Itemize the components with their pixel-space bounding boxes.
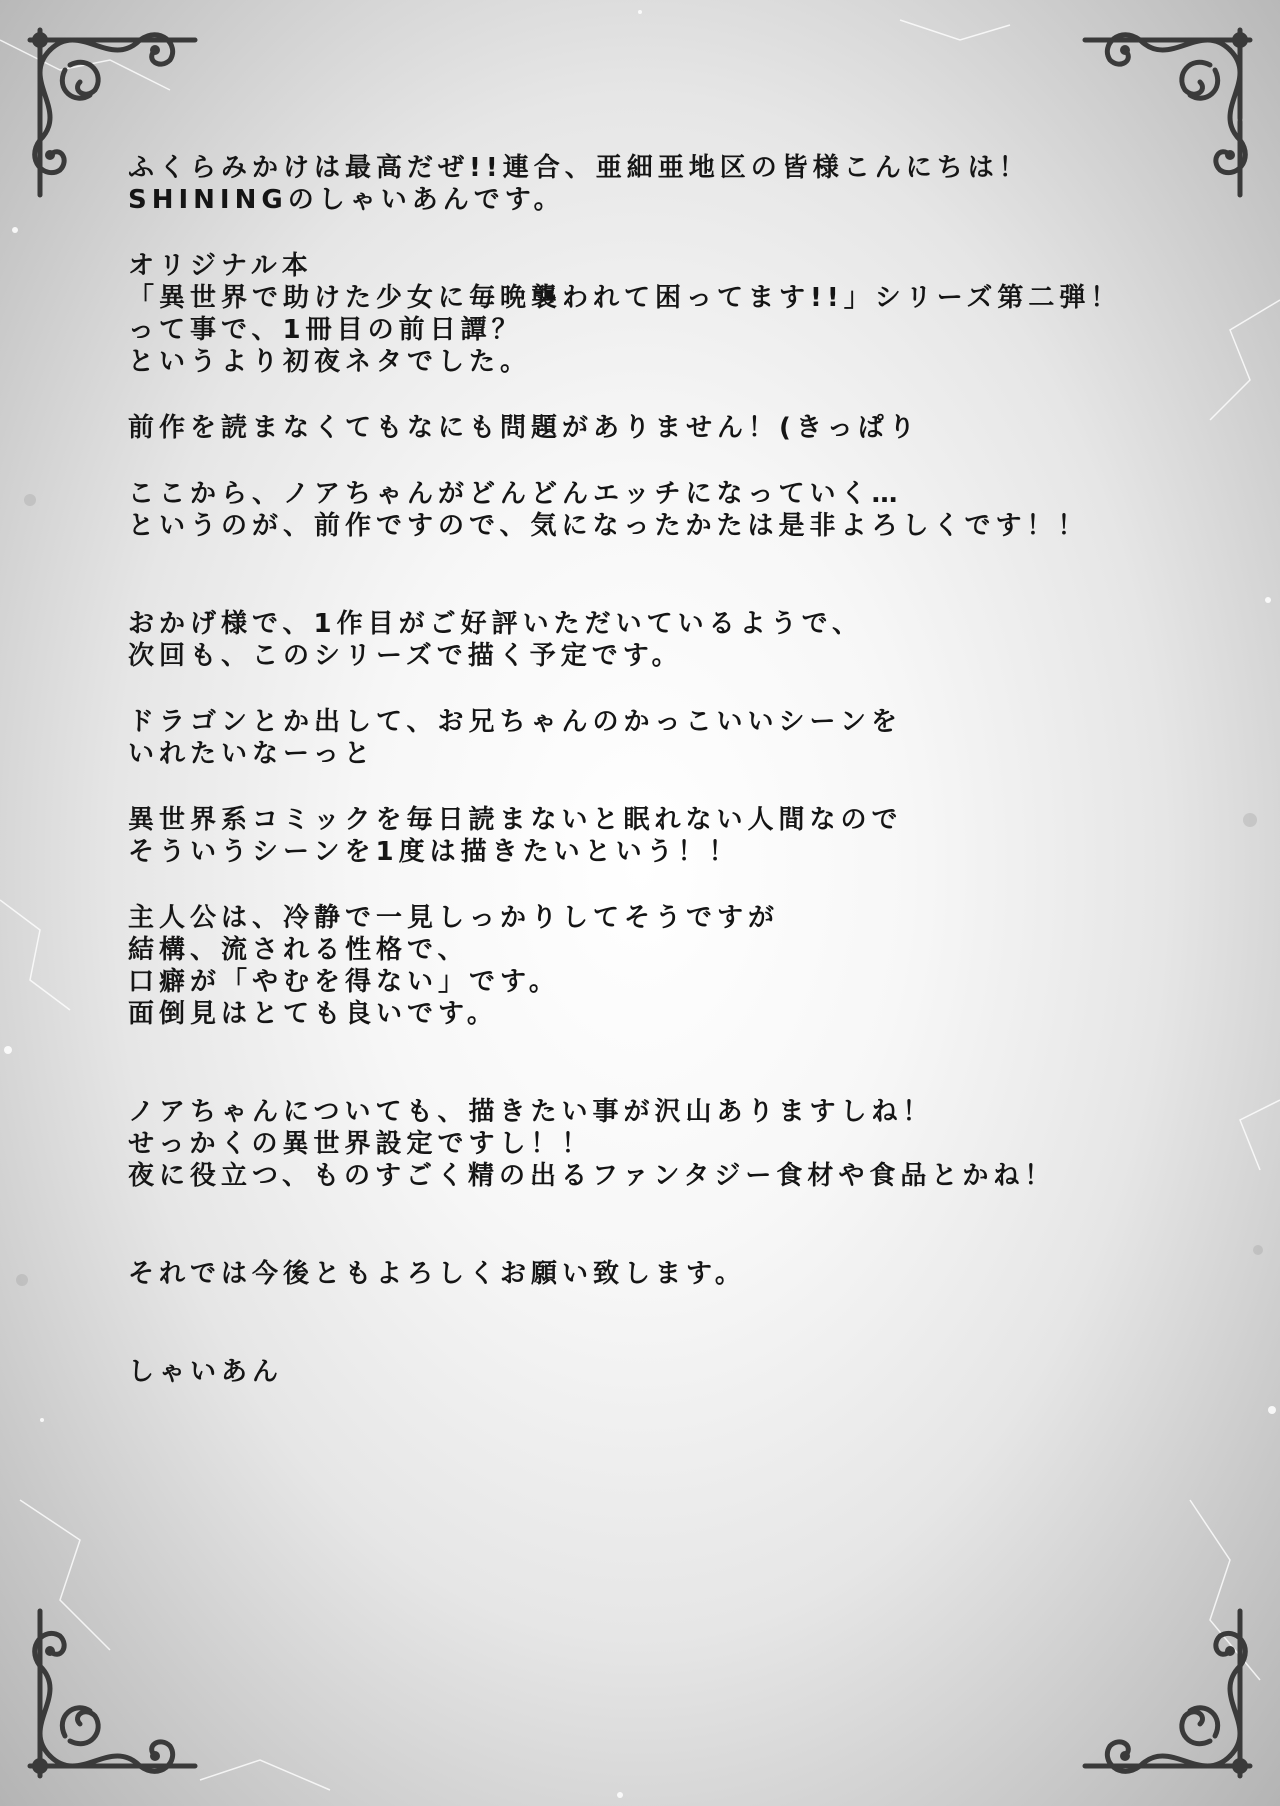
text-line: そういうシーンを1度は描きたいという！！ [128,837,740,867]
text-line: せっかくの異世界設定ですし！！ [128,1129,593,1159]
text-line: ふくらみかけは最高だぜ!!連合、亜細亜地区の皆様こんにちは！ [128,153,1030,183]
afterword-letter [128,152,1168,1388]
book-intro-paragraph [128,250,1168,378]
text-line: って事で、1冊目の前日譚？ [128,315,523,345]
text-line: おかげ様で、1作目がご好評いただいているようで、 [128,609,864,639]
noa-paragraph [128,1096,1168,1192]
text-line: 異世界系コミックを毎日読まないと眠れない人間なので [128,805,903,835]
text-line: 面倒見はとても良いです。 [128,999,498,1029]
text-line: それでは今後ともよろしくお願い致します。 [128,1259,746,1289]
no-prerequisite-paragraph [128,412,1168,444]
previous-work-paragraph [128,478,1168,542]
baroque-scroll-corner-icon [1070,1596,1270,1796]
closing-paragraph [128,1258,1168,1290]
text-line: いれたいなーっと [128,739,375,769]
greeting-paragraph [128,152,1168,216]
signature [128,1356,1168,1388]
text-line: ドラゴンとか出して、お兄ちゃんのかっこいいシーンを [128,707,902,737]
author-signature: しゃいあん [128,1357,284,1387]
text-line: ここから、ノアちゃんがどんどんエッチになっていく… [128,479,903,509]
text-line: 結構、流される性格で、 [128,935,469,965]
text-line: 「異世界で助けた少女に毎晩襲われて困ってます!!」シリーズ第二弾！ [128,283,1122,313]
protagonist-paragraph [128,902,1168,1030]
text-line: というのが、前作ですので、気になったかたは是非よろしくです！！ [128,511,1089,541]
dragon-paragraph [128,706,1168,770]
text-line: 前作を読まなくてもなにも問題がありません！(きっぱり [128,413,920,443]
text-line: SHININGのしゃいあんです。 [128,185,565,215]
text-line: オリジナル本 [128,251,313,281]
text-line: 夜に役立つ、ものすごく精の出るファンタジー食材や食品とかね！ [128,1161,1056,1191]
baroque-scroll-corner-icon [10,1596,210,1796]
text-line: 主人公は、冷静で一見しっかりしてそうですが [128,903,780,933]
next-plan-paragraph [128,608,1168,672]
text-line: 次回も、このシリーズで描く予定です。 [128,641,683,671]
text-line: ノアちゃんについても、描きたい事が沢山ありますしね！ [128,1097,934,1127]
text-line: というより初夜ネタでした。 [128,347,532,377]
isekai-fan-paragraph [128,804,1168,868]
text-line: 口癖が「やむを得ない」です。 [128,967,560,997]
